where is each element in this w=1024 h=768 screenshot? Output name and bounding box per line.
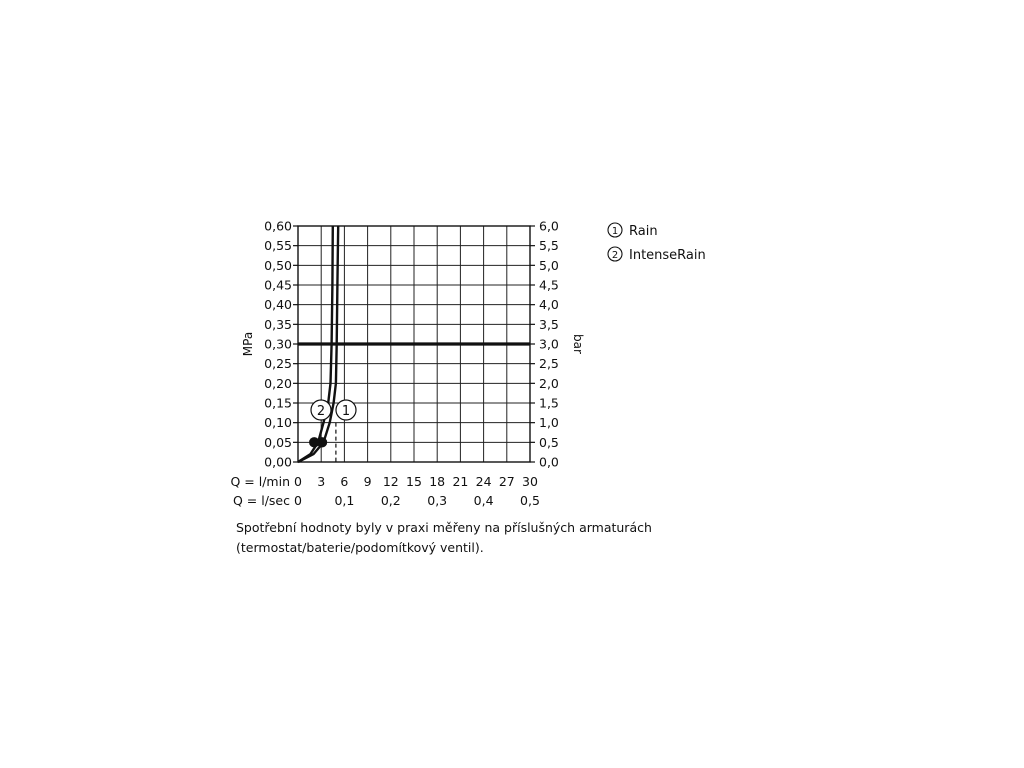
x-axis-lsec-tick-label: 0,5 [520, 493, 540, 508]
x-axis-lmin-tick-label: 30 [522, 474, 538, 489]
left-axis-tick-label: 0,30 [264, 336, 292, 352]
right-axis-tick-label: 3,5 [539, 316, 559, 332]
right-axis-tick-label: 0,0 [539, 454, 559, 470]
left-axis-tick-label: 0,10 [264, 415, 292, 431]
left-axis-tick-label: 0,05 [264, 434, 292, 450]
left-axis-tick-label: 0,55 [264, 238, 292, 254]
x-axis-lsec-tick-label: 0,2 [380, 493, 401, 508]
series-marker-label: 1 [341, 404, 351, 419]
left-axis-tick-label: 0,40 [264, 297, 292, 313]
legend-number: 1 [611, 226, 619, 237]
x-axis-lmin-label: Q = l/min [230, 474, 290, 489]
right-axis-tick-label: 4,0 [539, 297, 559, 313]
right-axis-tick-label: 4,5 [539, 277, 559, 293]
x-axis-lmin-tick-label: 6 [340, 474, 349, 489]
x-axis-lsec-tick-label: 0,3 [427, 493, 448, 508]
x-axis-lmin-tick-label: 18 [429, 474, 446, 489]
right-axis-tick-label: 2,5 [539, 356, 559, 372]
caption: Spotřební hodnoty byly v praxi měřeny na příslušných armaturách (termostat/baterie/podomítkový ventil). [236, 520, 652, 555]
right-axis-tick-label: 5,0 [539, 257, 559, 273]
left-axis-tick-label: 0,15 [264, 395, 292, 411]
legend-label: Rain [629, 224, 658, 239]
left-axis-label: MPa [241, 331, 255, 357]
left-axis-tick-label: 0,50 [264, 257, 292, 273]
x-axis-lmin-tick-label: 27 [498, 474, 515, 489]
x-axis-lmin-tick-label: 12 [382, 474, 399, 489]
x-axis-lmin-tick-label: 21 [452, 474, 469, 489]
x-axis-lmin-tick-label: 3 [317, 474, 326, 489]
right-axis-tick-label: 3,0 [539, 336, 559, 352]
right-axis-tick-label: 2,0 [539, 375, 559, 391]
x-axis-lsec-tick-label: 0,1 [334, 493, 355, 508]
x-axis-lsec-tick-label: 0 [294, 493, 302, 508]
right-axis-tick-label: 0,5 [539, 434, 559, 450]
x-axis-lmin-tick-label: 0 [294, 474, 302, 489]
right-axis-label: bar [571, 334, 585, 354]
legend-label: IntenseRain [629, 248, 706, 263]
right-axis-tick-label: 5,5 [539, 238, 559, 254]
series-marker-label: 2 [316, 404, 326, 419]
x-axis-lsec-label: Q = l/sec [232, 493, 290, 508]
x-axis-lmin-tick-label: 15 [406, 474, 422, 489]
right-axis-tick-label: 1,0 [539, 415, 559, 431]
series-point-intenserain [309, 437, 319, 447]
left-axis-tick-label: 0,60 [264, 218, 292, 234]
left-axis-tick-label: 0,45 [264, 277, 292, 293]
right-axis-tick-label: 1,5 [539, 395, 559, 411]
x-axis-lmin-tick-label: 24 [475, 474, 492, 489]
left-axis-tick-label: 0,25 [264, 356, 292, 372]
right-axis-tick-label: 6,0 [539, 218, 559, 234]
left-axis-tick-label: 0,35 [264, 316, 292, 332]
x-axis-lsec-tick-label: 0,4 [473, 493, 494, 508]
left-axis-tick-label: 0,20 [264, 375, 292, 391]
x-axis-lmin-tick-label: 9 [363, 474, 372, 489]
legend [608, 223, 706, 263]
left-axis-tick-label: 0,00 [264, 454, 292, 470]
legend-number: 2 [611, 250, 619, 261]
